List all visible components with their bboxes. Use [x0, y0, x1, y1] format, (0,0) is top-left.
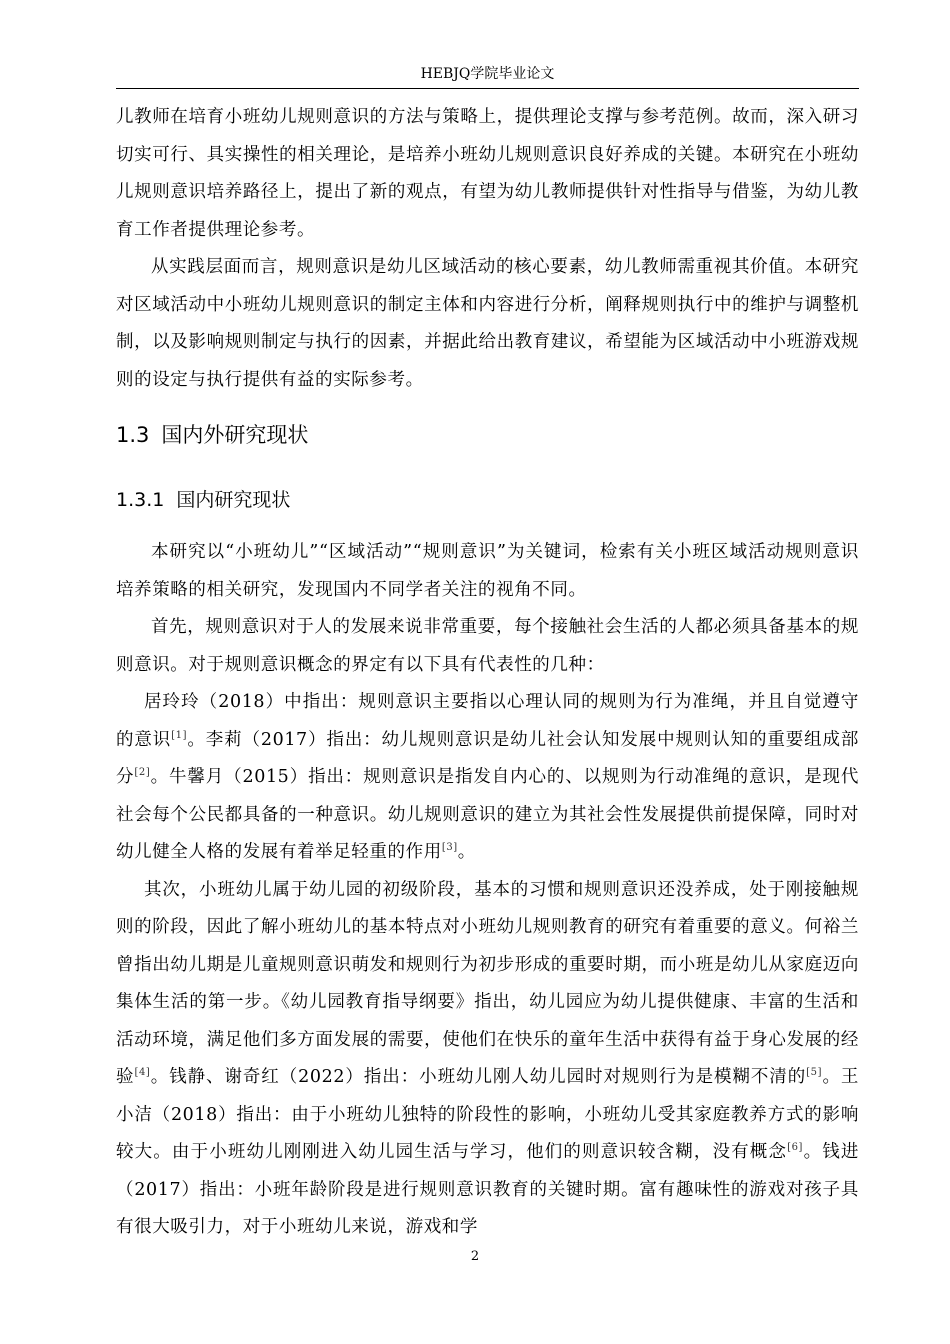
section-heading-1-3 [116, 420, 308, 450]
paragraph-citations-2 [116, 872, 859, 1247]
section-a-body [116, 99, 859, 399]
heading-number: 1.3 [116, 423, 150, 447]
paragraph-citations-1 [116, 684, 859, 872]
section-b-body [116, 534, 859, 1247]
citation-ref: [2] [134, 767, 151, 779]
text-run: 。钱进（2017）指出：小班年龄阶段是进行规则意识教育的关键时期。富有趣味性的游戏对孩子具有很大吸引力，对于小班幼儿来说，游戏和学 [116, 1142, 859, 1237]
text-run: 。王小洁（2018）指出：由于小班幼儿独特的阶段性的影响，小班幼儿受其家庭教养方式的影响较大。由于小班幼儿刚刚进入幼儿园生活与学习，他们的则意识较含糊，没有概念 [116, 1067, 859, 1162]
citation-ref: [1] [171, 729, 188, 741]
citation-ref: [4] [134, 1067, 151, 1079]
paragraph: 首先，规则意识对于人的发展来说非常重要，每个接触社会生活的人都必须具备基本的规则意识。对于规则意识概念的界定有以下具有代表性的几种： [116, 617, 859, 675]
text-run: 居玲玲（2018）中指出：规则意识主要指以心理认同的规则为行为准绳，并且自觉遵守的意识 [116, 692, 859, 750]
heading-title: 国内外研究现状 [161, 423, 309, 447]
page-number: 2 [470, 1249, 480, 1264]
citation-ref: [3] [441, 842, 458, 854]
text-run: 。钱静、谢奇红（2022）指出：小班幼儿刚人幼儿园时对规则行为是模糊不清的 [150, 1067, 807, 1087]
paragraph: 儿教师在培育小班幼儿规则意识的方法与策略上，提供理论支撑与参考范例。故而，深入研习切实可行、具实操性的相关理论，是培养小班幼儿规则意识良好养成的关键。本研究在小班幼儿规则意识培养路径上，提出了新的观点，有望为幼儿教师提供针对性指导与借鉴，为幼儿教育工作者提供理论参考。 [116, 107, 859, 240]
section-heading-1-3-1 [116, 486, 290, 514]
text-run: 。李莉（2017）指出：幼儿规则意识是幼儿社会认知发展中规则认知的重要组成部分 [116, 729, 859, 787]
citation-ref: [5] [806, 1067, 823, 1079]
heading-title: 国内研究现状 [176, 489, 291, 511]
heading-number: 1.3.1 [116, 489, 165, 511]
paragraph: 从实践层面而言，规则意识是幼儿区域活动的核心要素，幼儿教师需重视其价值。本研究对区域活动中小班幼儿规则意识的制定主体和内容进行分析，阐释规则执行中的维护与调整机制，以及影响规则制定与执行的因素，并据此给出教育建议，希望能为区域活动中小班游戏规则的设定与执行提供有益的实际参考。 [116, 257, 859, 390]
page-header: HEBJQ学院毕业论文 [116, 64, 859, 89]
text-run: 其次，小班幼儿属于幼儿园的初级阶段，基本的习惯和规则意识还没养成，处于刚接触规则的阶段，因此了解小班幼儿的基本特点对小班幼儿规则教育的研究有着重要的意义。何裕兰曾指出幼儿期是儿童规则意识萌发和规则行为初步形成的重要时期，而小班是幼儿从家庭迈向集体生活的第一步。《幼儿园教育指导纲要》指出，幼儿园应为幼儿提供健康、丰富的生活和活动环境，满足他们多方面发展的需要，使他们在快乐的童年生活中获得有益于身心发展的经验 [116, 879, 859, 1087]
text-run: 。 [457, 842, 476, 862]
text-run: 。牛馨月（2015）指出：规则意识是指发自内心的、以规则为行动准绳的意识，是现代社会每个公民都具备的一种意识。幼儿规则意识的建立为其社会性发展提供前提保障，同时对幼儿健全人格的发展有着举足轻重的作用 [116, 767, 859, 862]
citation-ref: [6] [787, 1142, 804, 1154]
paragraph: 本研究以“小班幼儿”“区域活动”“规则意识”为关键词，检索有关小班区域活动规则意识培养策略的相关研究，发现国内不同学者关注的视角不同。 [116, 542, 859, 600]
